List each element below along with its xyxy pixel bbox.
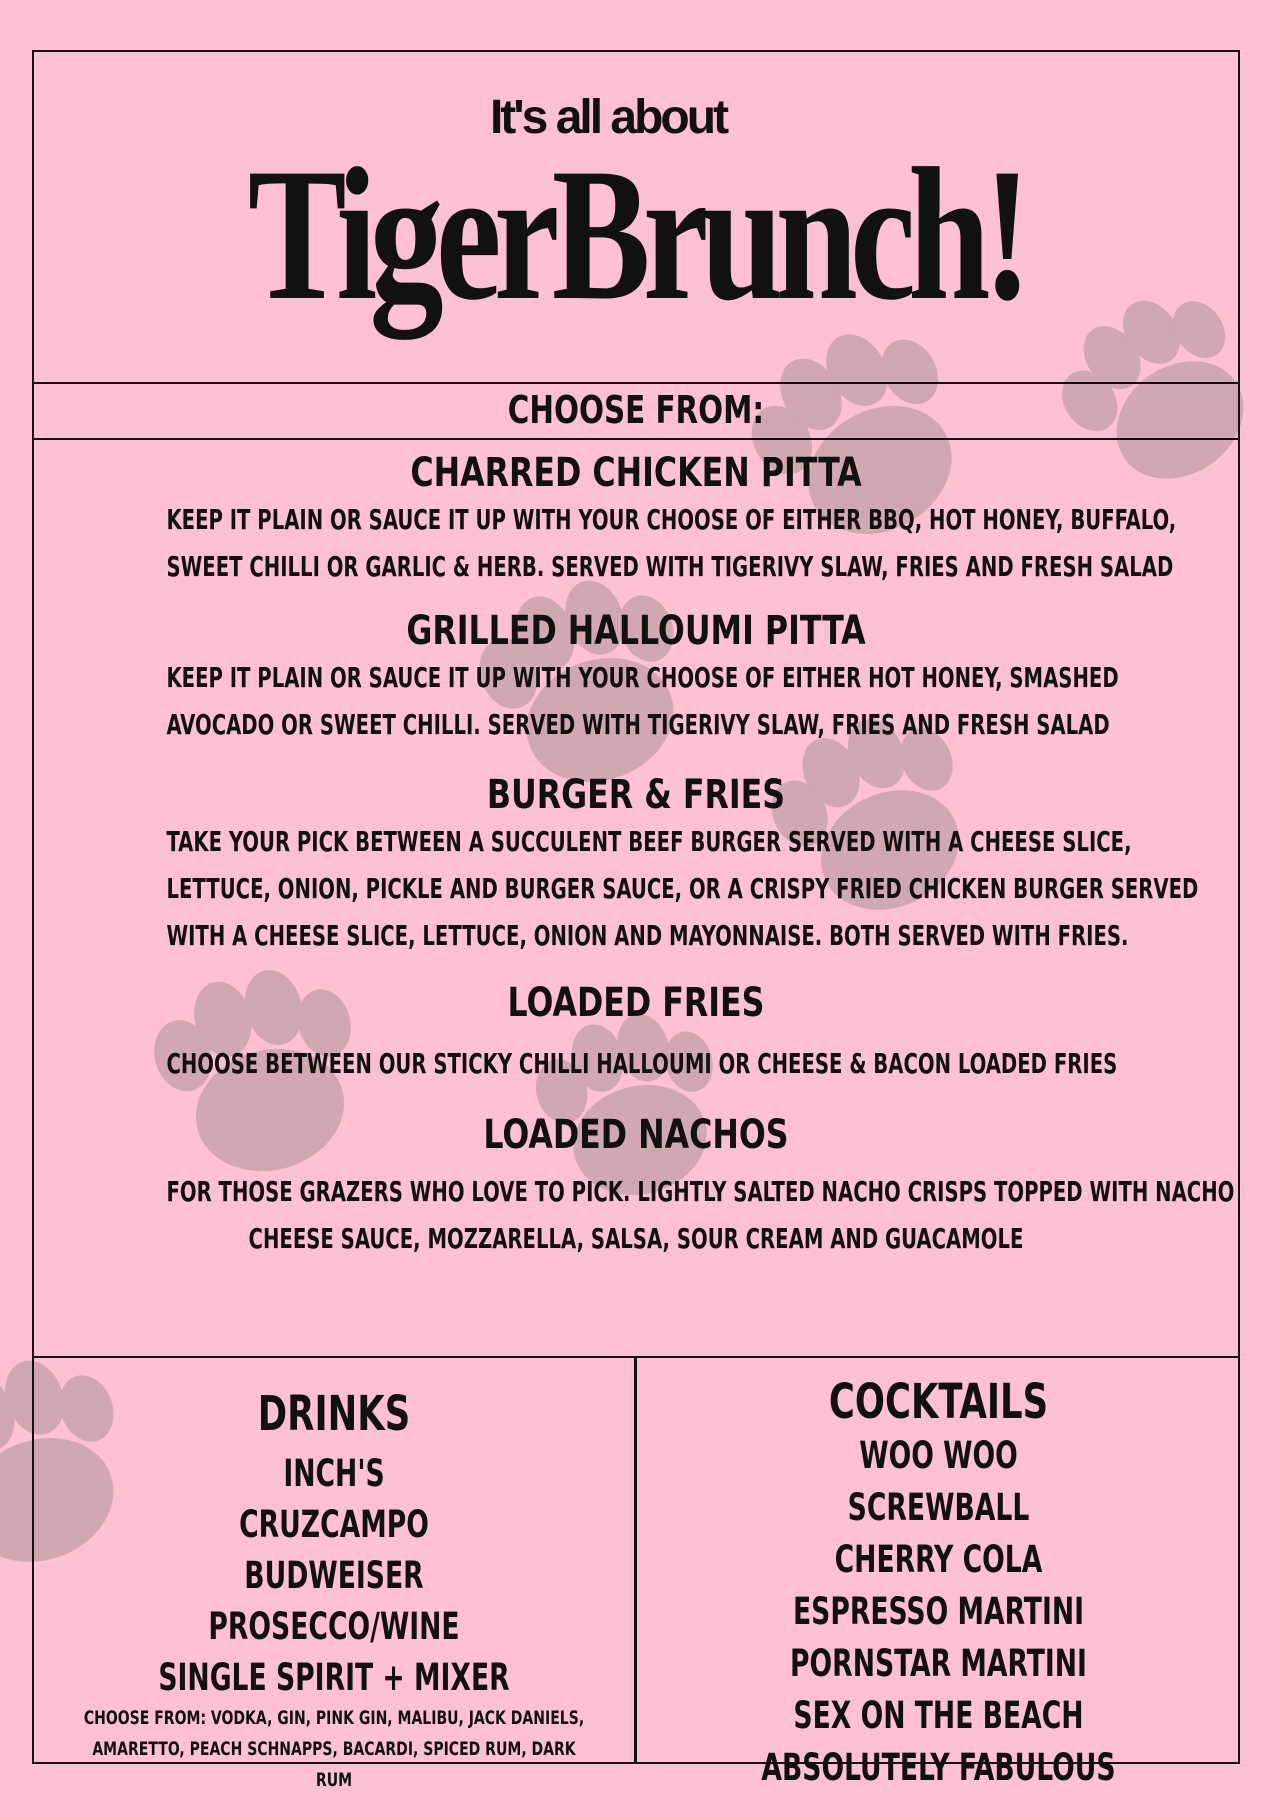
drink-item: INCH'S [283,1452,385,1495]
cocktail-item: SCREWBALL [847,1486,1030,1529]
choose-label: CHOOSE FROM: [507,388,765,432]
menu-item-desc-line: CHEESE SAUCE, MOZZARELLA, SALSA, SOUR CREAM AND GUACAMOLE [248,1222,1024,1255]
drink-item: BUDWEISER [244,1554,424,1597]
cocktail-item: CHERRY COLA [834,1538,1043,1581]
menu-item-burger-fries [34,772,1238,959]
drink-item: CRUZCAMPO [239,1503,429,1546]
cocktails-title: COCKTAILS [828,1374,1049,1430]
cocktail-item: ABSOLUTELY FABULOUS [761,1746,1116,1789]
menu-item-grilled-halloumi-pitta [34,608,1238,748]
menu-item-desc-line: AVOCADO OR SWEET CHILLI. SERVED WITH TIGERIVY SLAW, FRIES AND FRESH SALAD [166,708,1110,741]
drink-item: SINGLE SPIRIT + MIXER [158,1656,510,1699]
menu-item-desc-line: SWEET CHILLI OR GARLIC & HERB. SERVED WITH TIGERIVY SLAW, FRIES AND FRESH SALAD [166,550,1174,583]
menu-item-desc-line: KEEP IT PLAIN OR SAUCE IT UP WITH YOUR CHOOSE OF EITHER BBQ, HOT HONEY, BUFFALO, [166,503,1177,536]
header [34,52,1238,384]
spirits-note-line: CHOOSE FROM: VODKA, GIN, PINK GIN, MALIBU, JACK DANIELS, [83,1707,585,1729]
menu-item-desc-line: CHOOSE BETWEEN OUR STICKY CHILLI HALLOUMI OR CHEESE & BACON LOADED FRIES [166,1047,1118,1080]
menu-frame [32,50,1240,1791]
menu-item-desc-line: KEEP IT PLAIN OR SAUCE IT UP WITH YOUR CHOOSE OF EITHER HOT HONEY, SMASHED [166,661,1119,694]
choose-bar [34,382,1238,440]
cocktail-item: WOO WOO [859,1434,1018,1477]
cocktail-item: PORNSTAR MARTINI [790,1642,1087,1685]
menu-item-loaded-nachos [34,1112,1238,1262]
menu-item-desc-line: LETTUCE, ONION, PICKLE AND BURGER SAUCE, OR A CRISPY FRIED CHICKEN BURGER SERVED [166,872,1199,905]
drinks-cocktails [34,1356,1238,1791]
brand-title: TigerBrunch! [247,130,1025,340]
menu-item-desc-line: WITH A CHEESE SLICE, LETTUCE, ONION AND MAYONNAISE. BOTH SERVED WITH FRIES. [166,919,1129,952]
header-kicker: It's all about [489,91,727,144]
spirits-note-line: RUM [315,1769,353,1791]
menu-item-title: LOADED FRIES [507,980,765,1026]
cocktail-item: SEX ON THE BEACH [793,1694,1084,1737]
food-menu [34,438,1238,1358]
menu-item-title: CHARRED CHICKEN PITTA [410,450,862,496]
drinks-panel [34,1356,637,1791]
menu-item-charred-chicken-pitta [34,450,1238,590]
drink-item: PROSECCO/WINE [208,1605,460,1648]
menu-item-title: BURGER & FRIES [486,772,786,818]
menu-item-desc-line: FOR THOSE GRAZERS WHO LOVE TO PICK. LIGHTLY SALTED NACHO CRISPS TOPPED WITH NACHO [166,1175,1235,1208]
cocktails-panel [637,1356,1240,1789]
spirits-note-line: AMARETTO, PEACH SCHNAPPS, BACARDI, SPICED RUM, DARK [92,1738,576,1760]
drinks-title: DRINKS [257,1386,411,1442]
menu-item-desc-line: TAKE YOUR PICK BETWEEN A SUCCULENT BEEF BURGER SERVED WITH A CHEESE SLICE, [166,825,1132,858]
menu-item-title: LOADED NACHOS [483,1112,789,1158]
menu-item-loaded-fries [34,980,1238,1087]
menu-item-title: GRILLED HALLOUMI PITTA [406,608,866,654]
cocktail-item: ESPRESSO MARTINI [792,1590,1085,1633]
